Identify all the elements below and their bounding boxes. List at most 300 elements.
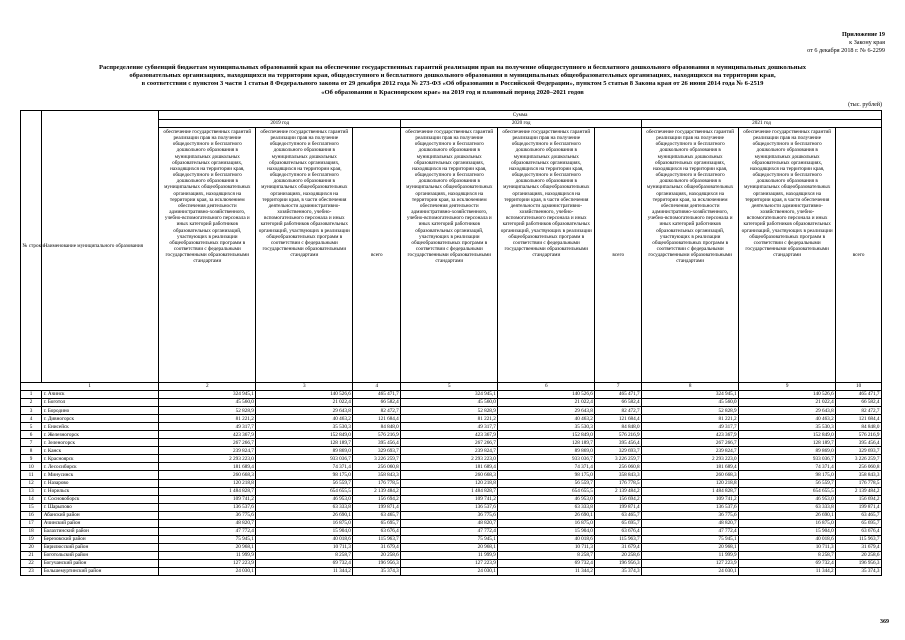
column-number: 8: [642, 383, 739, 391]
column-number: 5: [401, 383, 498, 391]
amount-2021-total: 465 471,7: [836, 391, 882, 399]
amount-2020-basic: 120 218,8: [401, 479, 498, 487]
header-municipality: Наименование муниципального образования: [42, 111, 159, 383]
amount-2021-basic: 260 668,3: [642, 471, 739, 479]
row-number: 10: [21, 463, 42, 471]
table-row: [21, 415, 882, 423]
row-number: 9: [21, 455, 42, 463]
row-number: 21: [21, 551, 42, 559]
amount-2021-total: 20 258,6: [836, 551, 882, 559]
amount-2021-total: 395 456,4: [836, 439, 882, 447]
amount-2021-support: 152 849,0: [739, 431, 836, 439]
amount-2020-basic: 1 484 828,7: [401, 487, 498, 495]
amount-2019-basic: 136 537,6: [159, 503, 256, 511]
amount-2021-basic: 109 741,2: [642, 495, 739, 503]
row-number: 1: [21, 391, 42, 399]
amount-2021-total: 576 216,9: [836, 431, 882, 439]
amount-2021-total: 156 694,2: [836, 495, 882, 503]
amount-2020-support: 35 530,3: [498, 423, 595, 431]
amount-2021-basic: 181 689,4: [642, 463, 739, 471]
amount-2019-basic: 109 741,2: [159, 495, 256, 503]
amount-2021-basic: 1 484 828,7: [642, 487, 739, 495]
table-row: [21, 423, 882, 431]
amount-2021-total: 3 226 259,7: [836, 455, 882, 463]
amount-2021-basic: 24 030,1: [642, 568, 739, 576]
row-number: 17: [21, 519, 42, 527]
amount-2019-total: 66 582,4: [353, 399, 401, 407]
table-row: [21, 495, 882, 503]
amount-2020-support: 21 022,4: [498, 399, 595, 407]
amount-2021-total: 199 871,4: [836, 503, 882, 511]
row-number: 2: [21, 399, 42, 407]
municipality-name: г. Боготол: [42, 399, 159, 407]
amount-2020-total: 115 963,7: [595, 535, 642, 543]
row-number: 19: [21, 535, 42, 543]
amount-2020-basic: 127 223,9: [401, 559, 498, 567]
column-number: 10: [836, 383, 882, 391]
amount-2021-support: 69 732,4: [739, 559, 836, 567]
amount-2020-support: 128 189,7: [498, 439, 595, 447]
amount-2019-support: 8 258,7: [256, 551, 353, 559]
municipality-name: Ачинский район: [42, 519, 159, 527]
amount-2020-support: 140 526,6: [498, 391, 595, 399]
header-row-number: № строки: [21, 111, 42, 383]
amount-2020-support: 56 559,7: [498, 479, 595, 487]
amount-2019-support: 98 175,0: [256, 471, 353, 479]
subvention-table: [20, 110, 882, 576]
header-2021-support-staff: обеспечение государственных гарантий реализации прав на получение общедоступного и бесплатного дошкольного образования в муниципальных дошкольных образовательных организациях, находящихся на территории края, общедоступного и бесплатного дошкольного образования в муниципальных общеобразовательных организациях, находящихся на территории края, в части обеспечения деятельности административно-хозяйственного, учебно-вспомогательного персонала и иных категорий работников образовательных организаций, участвующих в реализации общеобразовательных программ в соответствии с федеральными государственными образовательными стандартами: [739, 128, 836, 383]
amount-2019-support: 40 018,6: [256, 535, 353, 543]
amount-2021-basic: 49 317,7: [642, 423, 739, 431]
amount-2021-total: 65 695,7: [836, 519, 882, 527]
column-number: 3: [256, 383, 353, 391]
municipality-name: Балахтинский район: [42, 527, 159, 535]
amount-2019-support: 128 189,7: [256, 439, 353, 447]
amount-2020-support: 10 711,3: [498, 543, 595, 551]
amount-2020-total: 2 139 484,2: [595, 487, 642, 495]
amount-2021-basic: 324 945,1: [642, 391, 739, 399]
municipality-name: г. Енисейск: [42, 423, 159, 431]
amount-2020-basic: 181 689,4: [401, 463, 498, 471]
heading-line-4: «Об образовании в Красноярском крае» на 2019 год и плановый период 2020–2021 годов: [321, 88, 584, 96]
amount-2020-total: 65 695,7: [595, 519, 642, 527]
amount-2021-support: 26 690,1: [739, 511, 836, 519]
amount-2020-basic: 48 820,7: [401, 519, 498, 527]
amount-2020-total: 31 679,4: [595, 543, 642, 551]
amount-2020-total: 199 871,4: [595, 503, 642, 511]
municipality-name: Березовский район: [42, 535, 159, 543]
amount-2019-basic: 11 999,9: [159, 551, 256, 559]
amount-2019-basic: 127 223,9: [159, 559, 256, 567]
amount-2019-total: 176 778,5: [353, 479, 401, 487]
amount-2020-basic: 52 828,9: [401, 407, 498, 415]
amount-2019-total: 3 226 259,7: [353, 455, 401, 463]
amount-2019-basic: 239 824,7: [159, 447, 256, 455]
amount-2019-basic: 52 828,9: [159, 407, 256, 415]
amount-2019-total: 121 684,4: [353, 415, 401, 423]
amount-2021-support: 11 344,2: [739, 568, 836, 576]
municipality-name: г. Ачинск: [42, 391, 159, 399]
amount-2020-basic: 20 968,1: [401, 543, 498, 551]
header-sum: Сумма: [159, 111, 882, 120]
amount-2020-support: 89 869,0: [498, 447, 595, 455]
row-number: 18: [21, 527, 42, 535]
appendix-title: Приложение 19: [842, 31, 885, 38]
header-year-2020: 2020 год: [401, 119, 642, 128]
amount-2021-basic: 48 820,7: [642, 519, 739, 527]
table-row: [21, 503, 882, 511]
table-row: [21, 543, 882, 551]
amount-2019-support: 16 875,0: [256, 519, 353, 527]
row-number: 15: [21, 503, 42, 511]
amount-2019-basic: 260 668,3: [159, 471, 256, 479]
amount-2020-total: 20 258,6: [595, 551, 642, 559]
amount-2020-total: 176 778,5: [595, 479, 642, 487]
amount-2019-total: 65 695,7: [353, 519, 401, 527]
municipality-name: г. Норильск: [42, 487, 159, 495]
amount-2019-support: 74 371,4: [256, 463, 353, 471]
table-row: [21, 391, 882, 399]
amount-2020-basic: 2 293 223,0: [401, 455, 498, 463]
amount-2021-support: 56 559,7: [739, 479, 836, 487]
amount-2021-total: 35 374,3: [836, 568, 882, 576]
row-number: 7: [21, 439, 42, 447]
municipality-name: г. Бородино: [42, 407, 159, 415]
amount-2021-basic: 127 223,9: [642, 559, 739, 567]
amount-2020-support: 29 643,8: [498, 407, 595, 415]
amount-2019-total: 31 679,4: [353, 543, 401, 551]
amount-2020-support: 26 690,1: [498, 511, 595, 519]
header-2019-total: всего: [353, 128, 401, 383]
row-number: 13: [21, 487, 42, 495]
amount-2020-total: 121 684,4: [595, 415, 642, 423]
table-row: [21, 511, 882, 519]
amount-2020-support: 98 175,0: [498, 471, 595, 479]
amount-2021-total: 63 465,7: [836, 511, 882, 519]
amount-2021-total: 82 472,7: [836, 407, 882, 415]
amount-2021-support: 74 371,4: [739, 463, 836, 471]
amount-2021-total: 2 139 484,2: [836, 487, 882, 495]
table-row: [21, 559, 882, 567]
table-row: [21, 407, 882, 415]
table-row: [21, 535, 882, 543]
amount-2020-support: 152 849,0: [498, 431, 595, 439]
table-row: [21, 568, 882, 576]
amount-2019-basic: 181 689,4: [159, 463, 256, 471]
amount-2020-basic: 36 775,6: [401, 511, 498, 519]
amount-2021-basic: 45 560,0: [642, 399, 739, 407]
amount-2019-total: 2 139 484,2: [353, 487, 401, 495]
row-number: 6: [21, 431, 42, 439]
amount-2019-total: 84 848,0: [353, 423, 401, 431]
amount-2019-total: 35 374,3: [353, 568, 401, 576]
row-number: 8: [21, 447, 42, 455]
amount-2021-basic: 20 968,1: [642, 543, 739, 551]
amount-2019-support: 152 849,0: [256, 431, 353, 439]
row-number: 11: [21, 471, 42, 479]
amount-2020-support: 63 333,8: [498, 503, 595, 511]
amount-2020-support: 933 036,7: [498, 455, 595, 463]
amount-2020-basic: 11 999,9: [401, 551, 498, 559]
amount-2020-basic: 49 317,7: [401, 423, 498, 431]
amount-2021-total: 256 060,8: [836, 463, 882, 471]
amount-2020-total: 3 226 259,7: [595, 455, 642, 463]
header-2021-basic: обеспечение государственных гарантий реализации прав на получение общедоступного и бесплатного дошкольного образования в муниципальных дошкольных образовательных организациях, находящихся на территории края, общедоступного и бесплатного дошкольного образования в муниципальных общеобразовательных организациях, находящихся на территории края, за исключением обеспечения деятельности административно-хозяйственного, учебно-вспомогательного персонала и иных категорий работников образовательных организаций, участвующих в реализации общеобразовательных программ в соответствии с федеральными государственными образовательными стандартами: [642, 128, 739, 383]
amount-2019-total: 63 676,4: [353, 527, 401, 535]
amount-2019-support: 35 530,3: [256, 423, 353, 431]
amount-2020-basic: 24 030,1: [401, 568, 498, 576]
header-year-2021: 2021 год: [642, 119, 882, 128]
amount-2021-support: 21 022,4: [739, 399, 836, 407]
row-number: 23: [21, 568, 42, 576]
amount-2021-support: 140 526,6: [739, 391, 836, 399]
amount-2021-basic: 267 266,7: [642, 439, 739, 447]
amount-2021-support: 654 655,5: [739, 487, 836, 495]
column-number: 7: [595, 383, 642, 391]
amount-2019-support: 63 333,8: [256, 503, 353, 511]
amount-2020-basic: 81 221,2: [401, 415, 498, 423]
amount-2020-total: 63 676,4: [595, 527, 642, 535]
amount-2021-total: 176 778,5: [836, 479, 882, 487]
header-2020-total: всего: [595, 128, 642, 383]
row-number: 5: [21, 423, 42, 431]
column-number: 9: [739, 383, 836, 391]
heading-line-1: Распределение субвенций бюджетам муниципальных образований края на обеспечение государственных гарантий реализации прав на получение общедоступного и бесплатного дошкольного образования в муниципальных дошкольных: [98, 64, 807, 71]
amount-2020-total: 84 848,0: [595, 423, 642, 431]
amount-2020-total: 256 060,8: [595, 463, 642, 471]
amount-2021-basic: 52 828,9: [642, 407, 739, 415]
amount-2021-basic: 239 824,7: [642, 447, 739, 455]
municipality-name: г. Лесосибирск: [42, 463, 159, 471]
municipality-name: г. Канск: [42, 447, 159, 455]
municipality-name: г. Красноярск: [42, 455, 159, 463]
table-row: [21, 551, 882, 559]
amount-2021-support: 128 189,7: [739, 439, 836, 447]
amount-2021-support: 35 530,3: [739, 423, 836, 431]
amount-2021-support: 46 953,0: [739, 495, 836, 503]
municipality-name: Бирилюсский район: [42, 543, 159, 551]
amount-2019-total: 196 956,3: [353, 559, 401, 567]
amount-2020-support: 16 875,0: [498, 519, 595, 527]
amount-2021-total: 66 582,4: [836, 399, 882, 407]
table-row: [21, 487, 882, 495]
row-number: 22: [21, 559, 42, 567]
column-number: 6: [498, 383, 595, 391]
amount-2021-basic: 2 293 223,0: [642, 455, 739, 463]
amount-2019-support: 654 655,5: [256, 487, 353, 495]
amount-2020-basic: 324 945,1: [401, 391, 498, 399]
amount-2019-total: 199 871,4: [353, 503, 401, 511]
column-numbers-row: [21, 383, 882, 391]
amount-2019-support: 89 869,0: [256, 447, 353, 455]
amount-2021-basic: 36 775,6: [642, 511, 739, 519]
header-2019-support-staff: обеспечение государственных гарантий реализации прав на получение общедоступного и бесплатного дошкольного образования в муниципальных дошкольных образовательных организациях, находящихся на территории края, общедоступного и бесплатного дошкольного образования в муниципальных общеобразовательных организациях, находящихся на территории края, в части обеспечения деятельности административно-хозяйственного, учебно-вспомогательного персонала и иных категорий работников образовательных организаций, участвующих в реализации общеобразовательных программ в соответствии с федеральными государственными образовательными стандартами: [256, 128, 353, 383]
amount-2020-basic: 136 537,6: [401, 503, 498, 511]
appendix-date: от 6 декабря 2018 г. № 6-2299: [807, 47, 885, 54]
amount-2019-basic: 47 772,4: [159, 527, 256, 535]
amount-2021-total: 196 956,3: [836, 559, 882, 567]
table-row: [21, 447, 882, 455]
amount-2020-support: 40 018,6: [498, 535, 595, 543]
amount-2019-basic: 120 218,8: [159, 479, 256, 487]
document-heading: [30, 64, 875, 97]
amount-2020-basic: 75 945,1: [401, 535, 498, 543]
amount-2020-support: 74 371,4: [498, 463, 595, 471]
column-number: 2: [159, 383, 256, 391]
amount-2021-total: 84 848,0: [836, 423, 882, 431]
amount-2019-support: 40 463,2: [256, 415, 353, 423]
table-row: [21, 471, 882, 479]
amount-2019-basic: 324 945,1: [159, 391, 256, 399]
amount-2021-support: 16 875,0: [739, 519, 836, 527]
amount-2019-total: 358 843,3: [353, 471, 401, 479]
amount-2021-basic: 136 537,6: [642, 503, 739, 511]
amount-2021-basic: 75 945,1: [642, 535, 739, 543]
amount-2021-total: 121 684,4: [836, 415, 882, 423]
amount-2019-basic: 2 293 223,0: [159, 455, 256, 463]
amount-2019-total: 20 258,6: [353, 551, 401, 559]
amount-2019-basic: 48 820,7: [159, 519, 256, 527]
units-label: (тыс. рублей): [848, 102, 882, 108]
amount-2021-support: 40 018,6: [739, 535, 836, 543]
amount-2020-support: 46 953,0: [498, 495, 595, 503]
amount-2019-basic: 1 484 828,7: [159, 487, 256, 495]
municipality-name: Богучанский район: [42, 559, 159, 567]
amount-2020-total: 82 472,7: [595, 407, 642, 415]
amount-2020-total: 465 471,7: [595, 391, 642, 399]
amount-2020-total: 156 694,2: [595, 495, 642, 503]
amount-2020-total: 576 216,9: [595, 431, 642, 439]
table-row: [21, 479, 882, 487]
amount-2020-support: 654 655,5: [498, 487, 595, 495]
amount-2019-basic: 49 317,7: [159, 423, 256, 431]
amount-2021-basic: 423 367,9: [642, 431, 739, 439]
amount-2019-support: 21 022,4: [256, 399, 353, 407]
amount-2020-basic: 47 772,4: [401, 527, 498, 535]
amount-2020-support: 11 344,2: [498, 568, 595, 576]
amount-2021-support: 29 643,8: [739, 407, 836, 415]
municipality-name: Абанский район: [42, 511, 159, 519]
amount-2020-total: 358 843,3: [595, 471, 642, 479]
table-row: [21, 519, 882, 527]
amount-2020-total: 329 693,7: [595, 447, 642, 455]
row-number: 16: [21, 511, 42, 519]
amount-2019-total: 576 216,9: [353, 431, 401, 439]
municipality-name: г. Минусинск: [42, 471, 159, 479]
column-number: 1: [21, 383, 159, 391]
row-number: 3: [21, 407, 42, 415]
header-2020-support-staff: обеспечение государственных гарантий реализации прав на получение общедоступного и бесплатного дошкольного образования в муниципальных дошкольных образовательных организациях, находящихся на территории края, общедоступного и бесплатного дошкольного образования в муниципальных общеобразовательных организациях, находящихся на территории края, в части обеспечения деятельности административно-хозяйственного, учебно-вспомогательного персонала и иных категорий работников образовательных организаций, участвующих в реализации общеобразовательных программ в соответствии с федеральными государственными образовательными стандартами: [498, 128, 595, 383]
municipality-name: Боготольский район: [42, 551, 159, 559]
table-row: [21, 431, 882, 439]
heading-line-3: в соответствии с пунктом 3 части 1 статьи 8 Федерального закона от 29 декабря 2012 года № 273-ФЗ «Об образовании в Российской Федерации», пунктом 5 статьи 8 Закона края от 26 июня 2014 года № 6-2519: [141, 80, 764, 88]
row-number: 4: [21, 415, 42, 423]
amount-2021-support: 15 904,0: [739, 527, 836, 535]
amount-2019-total: 395 456,4: [353, 439, 401, 447]
amount-2019-support: 69 732,4: [256, 559, 353, 567]
header-year-2019: 2019 год: [159, 119, 401, 128]
amount-2020-basic: 45 560,0: [401, 399, 498, 407]
amount-2020-support: 40 463,2: [498, 415, 595, 423]
amount-2021-basic: 81 221,2: [642, 415, 739, 423]
amount-2019-basic: 24 030,1: [159, 568, 256, 576]
page-number: 369: [880, 619, 889, 625]
municipality-name: г. Железногорск: [42, 431, 159, 439]
header-2021-total: всего: [836, 128, 882, 383]
amount-2020-basic: 109 741,2: [401, 495, 498, 503]
amount-2020-total: 66 582,4: [595, 399, 642, 407]
amount-2019-total: 329 693,7: [353, 447, 401, 455]
row-number: 20: [21, 543, 42, 551]
amount-2019-total: 115 963,7: [353, 535, 401, 543]
municipality-name: Большемуртинский район: [42, 568, 159, 576]
amount-2019-support: 140 526,6: [256, 391, 353, 399]
amount-2019-support: 46 953,0: [256, 495, 353, 503]
amount-2019-basic: 20 968,1: [159, 543, 256, 551]
amount-2021-total: 31 679,4: [836, 543, 882, 551]
amount-2019-total: 256 060,8: [353, 463, 401, 471]
table-row: [21, 455, 882, 463]
amount-2021-total: 358 843,3: [836, 471, 882, 479]
amount-2019-basic: 75 945,1: [159, 535, 256, 543]
municipality-name: г. Сосновоборск: [42, 495, 159, 503]
row-number: 12: [21, 479, 42, 487]
amount-2019-support: 56 559,7: [256, 479, 353, 487]
appendix-block: [807, 31, 885, 55]
amount-2019-total: 63 465,7: [353, 511, 401, 519]
municipality-name: г. Зеленогорск: [42, 439, 159, 447]
amount-2020-basic: 260 668,3: [401, 471, 498, 479]
amount-2019-basic: 45 560,0: [159, 399, 256, 407]
table-row: [21, 463, 882, 471]
amount-2019-total: 465 471,7: [353, 391, 401, 399]
amount-2020-total: 196 956,3: [595, 559, 642, 567]
amount-2019-support: 26 690,1: [256, 511, 353, 519]
amount-2021-support: 98 175,0: [739, 471, 836, 479]
amount-2020-basic: 267 266,7: [401, 439, 498, 447]
amount-2020-basic: 239 824,7: [401, 447, 498, 455]
header-2019-basic: обеспечение государственных гарантий реализации прав на получение общедоступного и бесплатного дошкольного образования в муниципальных дошкольных образовательных организациях, находящихся на территории края, общедоступного и бесплатного дошкольного образования в муниципальных общеобразовательных организациях, находящихся на территории края, за исключением обеспечения деятельности административно-хозяйственного, учебно-вспомогательного персонала и иных категорий работников образовательных организаций, участвующих в реализации общеобразовательных программ в соответствии с федеральными государственными образовательными стандартами: [159, 128, 256, 383]
municipality-name: г. Назарово: [42, 479, 159, 487]
amount-2019-support: 10 711,3: [256, 543, 353, 551]
amount-2020-support: 15 904,0: [498, 527, 595, 535]
amount-2021-support: 89 869,0: [739, 447, 836, 455]
heading-line-2: образовательных организациях, находящихся на территории края, общедоступного и бесплатного дошкольного образования в муниципальных общеобразовательных организациях, находящихся на территории края,: [129, 72, 776, 80]
amount-2021-support: 8 258,7: [739, 551, 836, 559]
appendix-law: к Закону края: [849, 39, 885, 46]
table-row: [21, 399, 882, 407]
amount-2019-support: 11 344,2: [256, 568, 353, 576]
amount-2019-basic: 81 221,2: [159, 415, 256, 423]
table-row: [21, 527, 882, 535]
amount-2021-basic: 11 999,9: [642, 551, 739, 559]
amount-2020-total: 63 465,7: [595, 511, 642, 519]
amount-2021-support: 933 036,7: [739, 455, 836, 463]
amount-2021-total: 329 693,7: [836, 447, 882, 455]
amount-2020-total: 395 456,4: [595, 439, 642, 447]
amount-2021-support: 63 333,8: [739, 503, 836, 511]
amount-2019-support: 15 904,0: [256, 527, 353, 535]
amount-2019-basic: 267 266,7: [159, 439, 256, 447]
column-number: 4: [353, 383, 401, 391]
table-row: [21, 439, 882, 447]
amount-2019-support: 29 643,8: [256, 407, 353, 415]
municipality-name: г. Дивногорск: [42, 415, 159, 423]
amount-2019-support: 933 036,7: [256, 455, 353, 463]
amount-2021-support: 40 463,2: [739, 415, 836, 423]
municipality-name: г. Шарыпово: [42, 503, 159, 511]
row-number: 14: [21, 495, 42, 503]
